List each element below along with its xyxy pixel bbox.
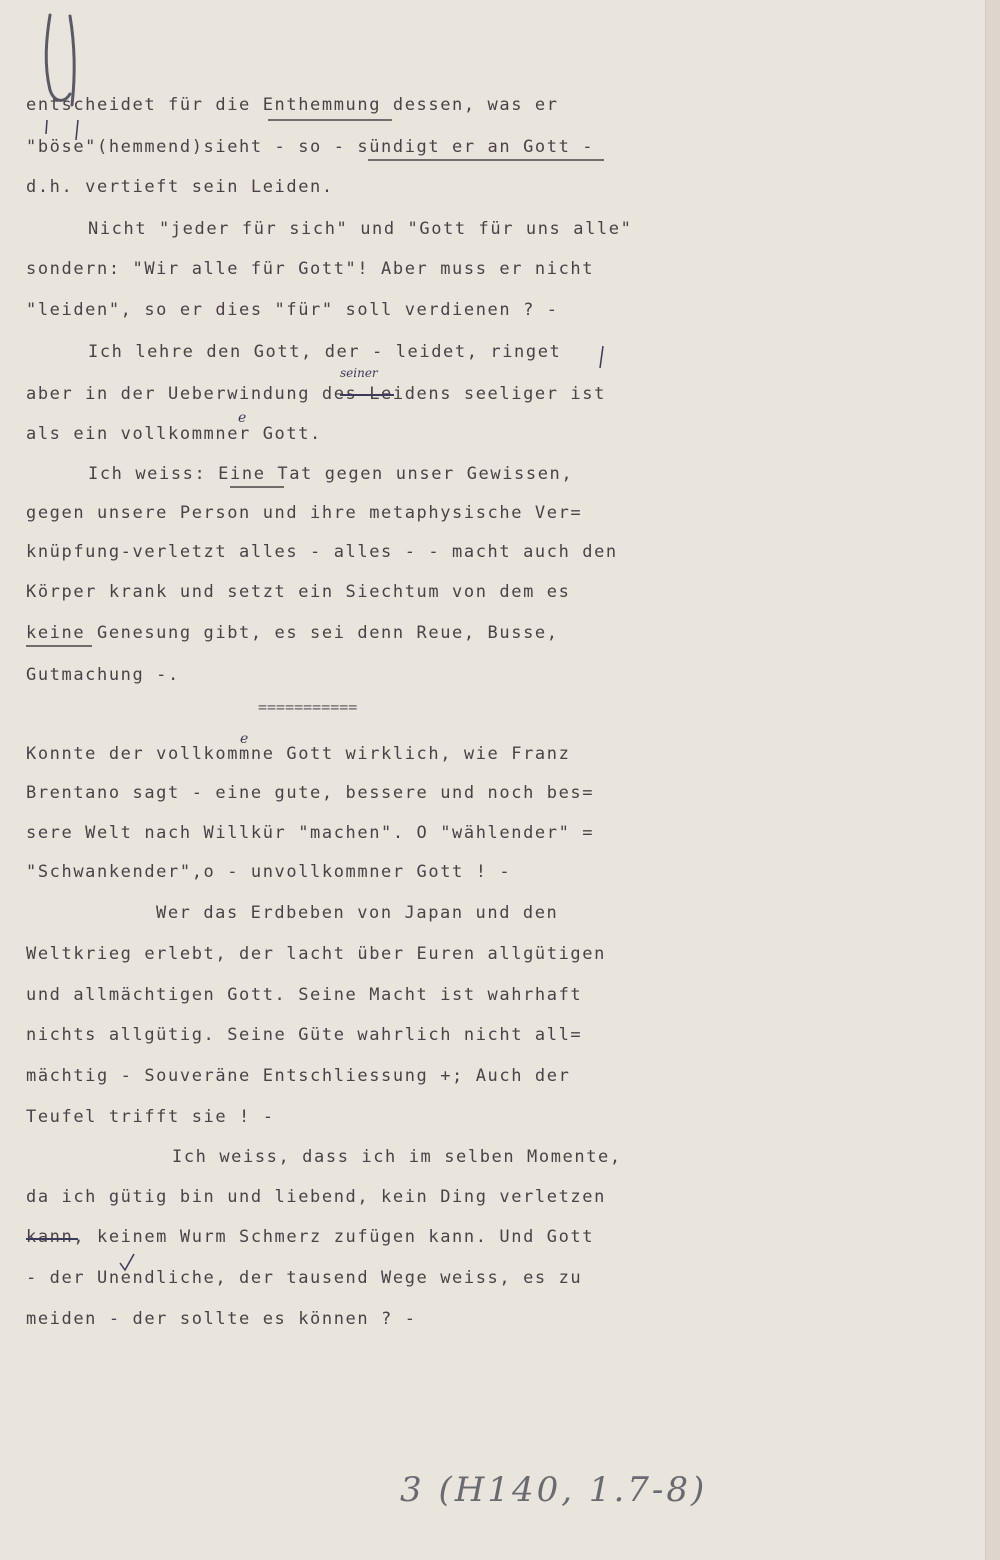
text-line: sere Welt nach Willkür "machen". O "wählender" = bbox=[26, 823, 595, 843]
pen-tick bbox=[76, 120, 78, 140]
text-line: "leiden", so er dies "für" soll verdienen ? - bbox=[26, 300, 559, 320]
page-edge bbox=[985, 0, 1000, 1560]
text-line: aber in der Ueberwindung des Leidens seeliger ist bbox=[26, 384, 606, 404]
text-line: gegen unsere Person und ihre metaphysische Ver= bbox=[26, 503, 583, 523]
text-line: Ich lehre den Gott, der - leidet, ringet bbox=[88, 342, 562, 362]
pen-tick bbox=[600, 346, 603, 368]
annotation-seiner: seiner bbox=[340, 366, 378, 380]
text-line: und allmächtigen Gott. Seine Macht ist wahrhaft bbox=[26, 985, 583, 1005]
text-line: Gutmachung -. bbox=[26, 665, 180, 685]
text-line: sondern: "Wir alle für Gott"! Aber muss er nicht bbox=[26, 259, 595, 279]
text-line: mächtig - Souveräne Entschliessung +; Auch der bbox=[26, 1066, 571, 1086]
annotation-e: e bbox=[238, 410, 247, 426]
text-line: nichts allgütig. Seine Güte wahrlich nicht all= bbox=[26, 1025, 583, 1045]
text-line: entscheidet für die Enthemmung dessen, was er bbox=[26, 95, 559, 115]
text-line: als ein vollkommner Gott. bbox=[26, 424, 322, 444]
text-line: d.h. vertieft sein Leiden. bbox=[26, 177, 334, 197]
text-line: Konnte der vollkommne Gott wirklich, wie Franz bbox=[26, 744, 571, 764]
text-line: meiden - der sollte es können ? - bbox=[26, 1309, 417, 1329]
section-separator: =========== bbox=[258, 698, 358, 716]
text-line: knüpfung-verletzt alles - alles - - macht auch den bbox=[26, 542, 618, 562]
text-line: kann, keinem Wurm Schmerz zufügen kann. Und Gott bbox=[26, 1227, 595, 1247]
text-line: Nicht "jeder für sich" und "Gott für uns alle" bbox=[88, 219, 633, 239]
text-line: Wer das Erdbeben von Japan und den bbox=[156, 903, 559, 923]
archive-reference: 3 (H140, 1.7-8) bbox=[400, 1470, 708, 1510]
text-line: "böse"(hemmend)sieht - so - sündigt er an Gott - bbox=[26, 137, 595, 157]
text-line: keine Genesung gibt, es sei denn Reue, Busse, bbox=[26, 623, 559, 643]
text-line: Ich weiss, dass ich im selben Momente, bbox=[172, 1147, 622, 1167]
pen-tick bbox=[46, 120, 47, 134]
checkmark-icon bbox=[120, 1254, 134, 1270]
text-line: "Schwankender",o - unvollkommner Gott ! - bbox=[26, 862, 512, 882]
annotation-e: e bbox=[240, 731, 249, 747]
text-line: Teufel trifft sie ! - bbox=[26, 1107, 275, 1127]
text-line: da ich gütig bin und liebend, kein Ding verletzen bbox=[26, 1187, 606, 1207]
text-line: Körper krank und setzt ein Siechtum von dem es bbox=[26, 582, 571, 602]
text-line: Ich weiss: Eine Tat gegen unser Gewissen, bbox=[88, 464, 574, 484]
text-line: - der Unendliche, der tausend Wege weiss, es zu bbox=[26, 1268, 583, 1288]
text-line: Brentano sagt - eine gute, bessere und noch bes= bbox=[26, 783, 595, 803]
text-line: Weltkrieg erlebt, der lacht über Euren allgütigen bbox=[26, 944, 606, 964]
